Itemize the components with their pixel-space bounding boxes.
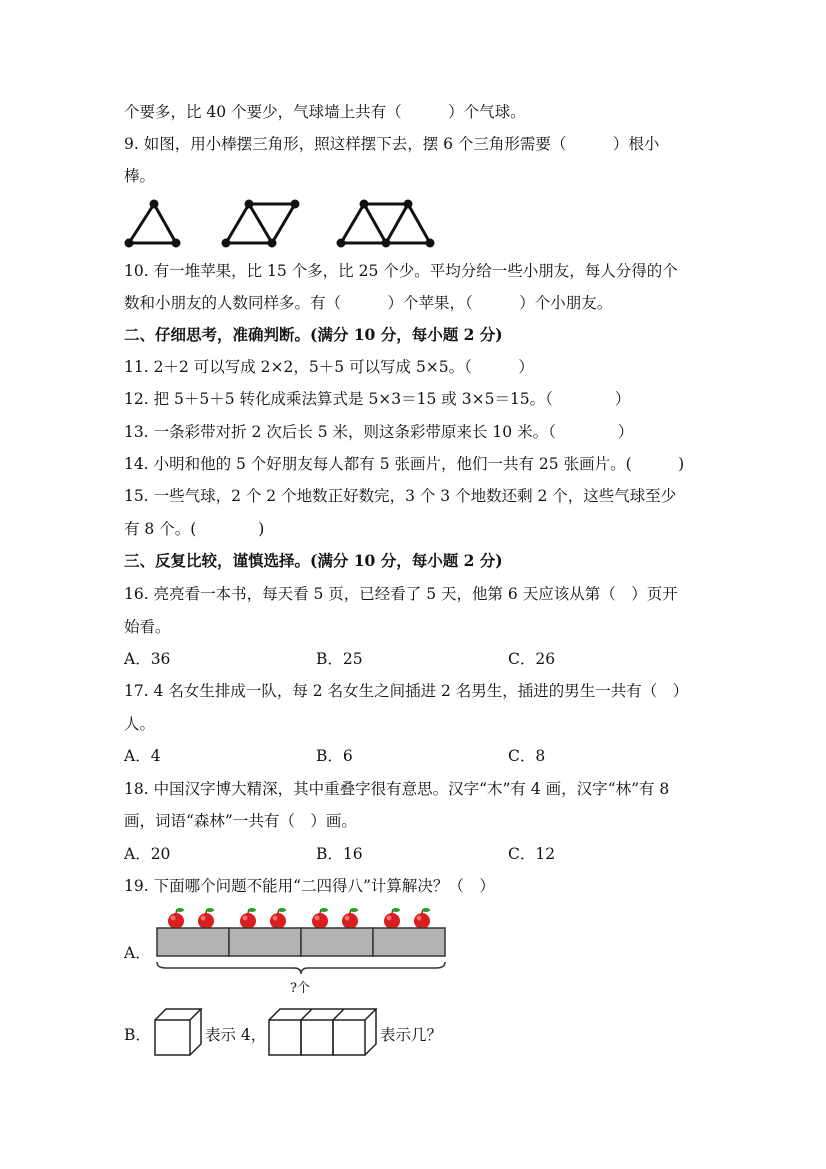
brace-label: ?个 <box>290 981 310 996</box>
question-11: 11. 2＋2 可以写成 2×2，5＋5 可以写成 5×5。（ ） <box>124 358 534 376</box>
question-12: 12. 把 5＋5＋5 转化成乘法算式是 5×3＝15 或 3×5＝15。（ ） <box>124 390 631 408</box>
question-16-line-1: 16. 亮亮看一本书，每天看 5 页，已经看了 5 天，他第 6 天应该从第（ ）页开 <box>124 585 678 603</box>
question-17-line-2: 人。 <box>124 715 156 733</box>
question-19: 19. 下面哪个问题不能用“二四得八”计算解决？（ ） <box>124 877 495 895</box>
question-15-line-2: 有 8 个。( ) <box>124 520 265 538</box>
question-10-line-2: 数和小朋友的人数同样多。有（ ）个苹果，（ ）个小朋友。 <box>124 294 613 312</box>
question-18-line-1: 18. 中国汉字博大精深，其中重叠字很有意思。汉字“木”有 4 画，汉字“林”有 8 <box>124 780 670 798</box>
question-18-line-2: 画，词语“森林”一共有（ ）画。 <box>124 812 357 830</box>
single-cube-icon <box>154 1008 204 1058</box>
q17-option-b[interactable]: B．6 <box>316 747 353 765</box>
question-9-line-2: 棒。 <box>124 167 156 185</box>
question-9-line-1: 9. 如图，用小棒摆三角形，照这样摆下去，摆 6 个三角形需要（ ）根小 <box>124 135 660 153</box>
q16-option-a[interactable]: A．36 <box>124 650 171 668</box>
apples <box>168 908 430 929</box>
q18-option-a[interactable]: A．20 <box>124 845 171 863</box>
section-3-heading: 三、反复比较，谨慎选择。(满分 10 分，每小题 2 分) <box>124 551 503 570</box>
question-8-line-2: 个要多，比 40 个要少，气球墙上共有（ ）个气球。 <box>124 103 526 121</box>
question-16-line-2: 始看。 <box>124 618 171 636</box>
q19-b-text-2: 表示几？ <box>380 1026 443 1044</box>
q19-b-text-1: 表示 4， <box>205 1026 267 1044</box>
q16-option-b[interactable]: B．25 <box>316 650 363 668</box>
question-13: 13. 一条彩带对折 2 次后长 5 米，则这条彩带原来长 10 米。（ ） <box>124 423 634 441</box>
q16-option-c[interactable]: C．26 <box>508 650 556 668</box>
question-15-line-1: 15. 一些气球，2 个 2 个地数正好数完，3 个 3 个地数还剩 2 个，这些气球至少 <box>124 487 677 505</box>
stick-triangles-figure <box>124 198 434 248</box>
q19-option-b-label[interactable]: B． <box>124 1026 151 1044</box>
question-17-line-1: 17. 4 名女生排成一队，每 2 名女生之间插进 2 名男生，插进的男生一共有（ ） <box>124 682 689 700</box>
three-cubes-icon <box>266 1008 381 1058</box>
q17-option-a[interactable]: A．4 <box>124 747 161 765</box>
section-2-heading: 二、仔细思考，准确判断。(满分 10 分，每小题 2 分) <box>124 325 503 344</box>
question-10-line-1: 10. 有一堆苹果，比 15 个多，比 25 个少。平均分给一些小朋友，每人分得的个 <box>124 262 678 280</box>
question-14: 14. 小明和他的 5 个好朋友每人都有 5 张画片，他们一共有 25 张画片。( ) <box>124 455 685 473</box>
q18-option-b[interactable]: B．16 <box>316 845 363 863</box>
q19-option-a-label[interactable]: A． <box>124 944 151 962</box>
q17-option-c[interactable]: C．8 <box>508 747 546 765</box>
q18-option-c[interactable]: C．12 <box>508 845 556 863</box>
